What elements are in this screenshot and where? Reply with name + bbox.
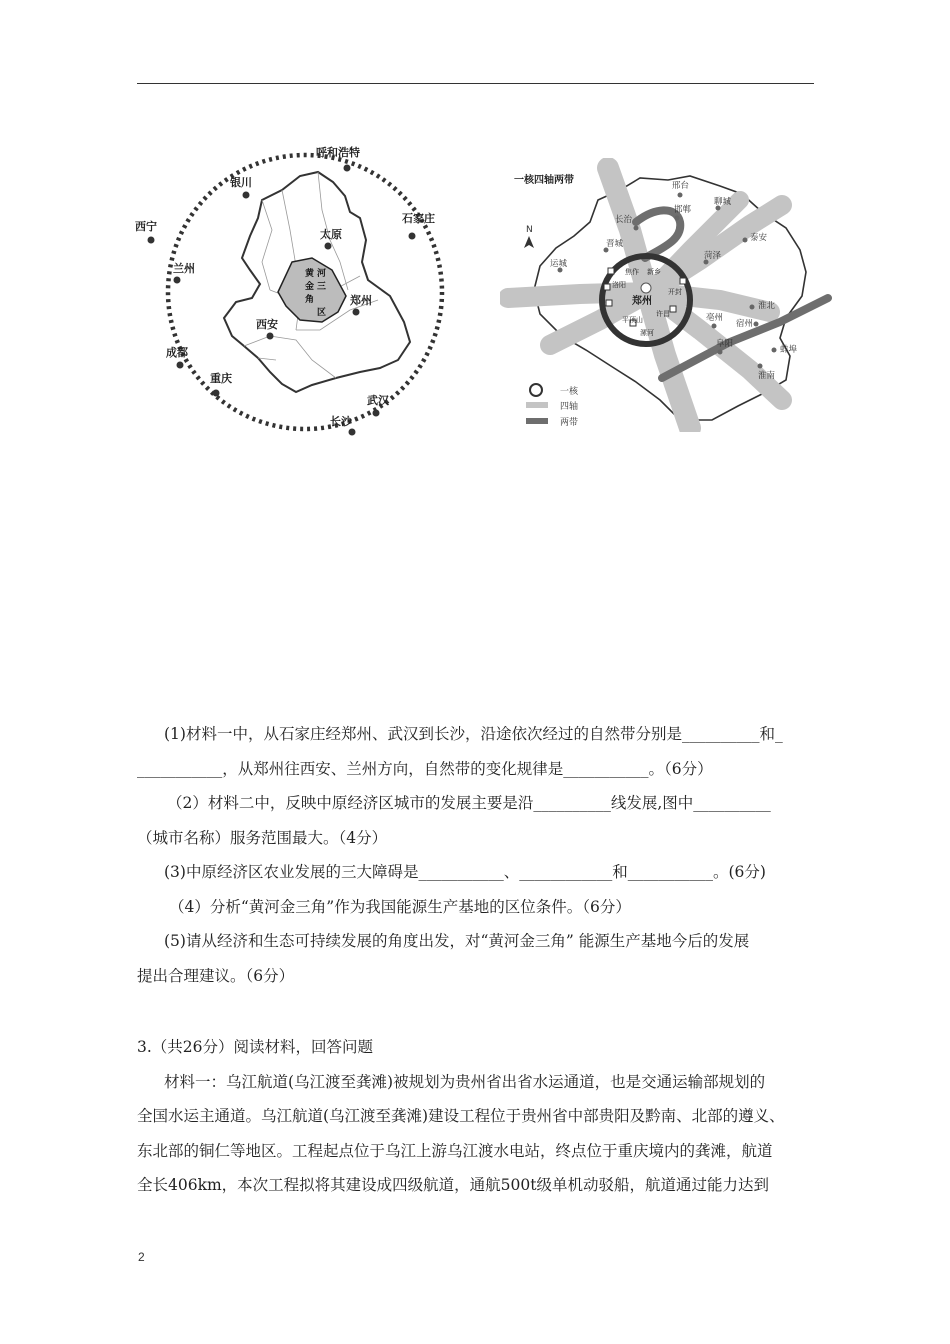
- city-label-wuhan: 武汉: [367, 394, 389, 407]
- city-label-pingdingshan: 平顶山: [622, 316, 643, 324]
- city-label-luohe: 漯河: [640, 329, 654, 337]
- city-dot: [678, 193, 683, 198]
- city-label-heze: 菏泽: [704, 251, 722, 261]
- city-dot: [148, 237, 155, 244]
- city-dot: [177, 362, 184, 369]
- city-dot: [349, 429, 356, 436]
- city-dot: [772, 348, 777, 353]
- north-arrow-icon: [524, 225, 534, 248]
- legend-axis-swatch: [526, 402, 548, 408]
- region-label-char: 三: [317, 282, 327, 292]
- city-dot: [325, 243, 332, 250]
- region-label-char: 河: [317, 269, 327, 279]
- city-label-chengdu: 成都: [166, 346, 188, 359]
- map2-legend: [526, 384, 579, 428]
- city-label-xian: 西安: [256, 318, 278, 331]
- city-label-changsha: 长沙: [330, 415, 352, 428]
- question-4: （4）分析“黄河金三角”作为我国能源生产基地的区位条件。（6分）: [169, 897, 631, 916]
- map2-title: 一核四轴两带: [514, 175, 574, 186]
- city-label-taian: 泰安: [750, 233, 768, 243]
- questions-block: [137, 717, 817, 993]
- city-dot: [243, 192, 250, 199]
- city-square: [670, 306, 676, 312]
- city-label-luoyang: 洛阳: [612, 281, 626, 289]
- city-label-xining: 西宁: [135, 220, 157, 233]
- section-3-heading: 3.（共26分）阅读材料，回答问题: [137, 1038, 374, 1056]
- city-label-xuchang: 许昌: [656, 310, 670, 318]
- map-huanghe-golden-triangle: [130, 138, 460, 438]
- city-dot: [174, 277, 181, 284]
- city-dot: [718, 350, 723, 355]
- legend-axis-label: 四轴: [560, 402, 579, 412]
- city-dot: [712, 324, 717, 329]
- city-label-zhengzhou: 郑州: [632, 296, 652, 307]
- city-label-fuyang: 阜阳: [716, 339, 734, 349]
- section-3-paragraph-line: 材料一：乌江航道(乌江渡至龚滩)被规划为贵州省出省水运通道，也是交通运输部规划的: [164, 1072, 766, 1091]
- city-label-huaibei: 淮北: [758, 301, 776, 311]
- city-dot: [267, 333, 274, 340]
- core-center: [641, 283, 651, 293]
- city-label-bozhou: 亳州: [706, 313, 724, 323]
- city-dot: [409, 233, 416, 240]
- city-dot: [675, 216, 680, 221]
- region-label-char: 角: [305, 295, 315, 305]
- region-label-char: 金: [305, 282, 315, 292]
- city-label-bengbu: 蚌埠: [780, 345, 798, 355]
- question-5-line-1: (5)请从经济和生态可持续发展的角度出发，对“黄河金三角” 能源生产基地今后的发展: [164, 932, 750, 950]
- question-1-line-1: (1)材料一中，从石家庄经郑州、武汉到长沙，沿途依次经过的自然带分别是__________和_: [164, 725, 783, 743]
- question-1-line-2: ___________，从郑州往西安、兰州方向，自然带的变化规律是___________。（6分）: [137, 759, 713, 778]
- city-square: [608, 268, 614, 274]
- city-label-suzhou: 宿州: [736, 319, 754, 329]
- city-label-chongqing: 重庆: [210, 372, 232, 385]
- header-rule: [137, 83, 814, 84]
- page-number: 2: [138, 1250, 145, 1264]
- city-dot: [754, 322, 759, 327]
- city-label-jiaozuo: 焦作: [625, 268, 639, 276]
- legend-belt-swatch: [526, 418, 548, 424]
- region-label-char: 黄: [305, 269, 315, 279]
- section-3-paragraph-line: 全国水运主通道。乌江航道(乌江渡至龚滩)建设工程位于贵州省中部贵阳及黔南、北部的遵义、: [137, 1107, 785, 1125]
- city-square: [680, 278, 686, 284]
- region-label-char: 区: [317, 308, 327, 318]
- city-dot: [758, 364, 763, 369]
- section-3: [137, 1030, 817, 1203]
- map-central-plains-economic-zone: [500, 158, 840, 432]
- question-3: (3)中原经济区农业发展的三大障碍是___________、____________和___________。(6分): [164, 863, 766, 881]
- city-label-xingtai: 邢台: [672, 181, 690, 191]
- city-square: [606, 300, 612, 306]
- city-dot: [344, 165, 351, 172]
- city-label-huainan: 淮南: [758, 371, 776, 381]
- city-label-yuncheng: 运城: [550, 259, 568, 269]
- city-dot: [743, 238, 748, 243]
- city-label-xinxiang: 新乡: [647, 268, 661, 276]
- city-label-shijiazhuang: 石家庄: [402, 212, 435, 225]
- city-label-lanzhou: 兰州: [173, 262, 195, 275]
- city-label-yinchuan: 银川: [230, 176, 252, 189]
- question-5-line-2: 提出合理建议。（6分）: [137, 966, 295, 985]
- city-dot: [634, 226, 639, 231]
- city-square: [604, 284, 610, 290]
- city-label-zhengzhou: 郑州: [350, 294, 372, 307]
- city-label-taiyuan: 太原: [320, 228, 342, 241]
- section-3-paragraph-line: 东北部的铜仁等地区。工程起点位于乌江上游乌江渡水电站，终点位于重庆境内的龚滩，航道: [137, 1141, 773, 1160]
- city-label-hohhot: 呼和浩特: [316, 146, 360, 159]
- city-dot: [750, 305, 755, 310]
- question-2-line-1: （2）材料二中，反映中原经济区城市的发展主要是沿__________线发展,图中__________: [167, 794, 771, 812]
- question-2-line-2: （城市名称）服务范围最大。（4分）: [137, 828, 388, 847]
- city-dot: [373, 410, 380, 417]
- svg-text:N: N: [526, 225, 533, 235]
- city-label-handan: 邯郸: [674, 205, 692, 215]
- legend-belt-label: 两带: [560, 418, 579, 428]
- city-label-liaocheng: 聊城: [714, 197, 732, 207]
- legend-core-swatch: [530, 384, 542, 396]
- city-dot: [353, 309, 360, 316]
- city-label-jincheng: 晋城: [606, 239, 624, 249]
- city-label-changzhi: 长治: [615, 215, 633, 225]
- city-label-kaifeng: 开封: [668, 288, 682, 296]
- city-dot: [213, 390, 220, 397]
- legend-core-label: 一核: [560, 387, 579, 397]
- section-3-paragraph-line: 全长406km，本次工程拟将其建设成四级航道，通航500t级单机动驳船，航道通过能力达到: [137, 1176, 769, 1194]
